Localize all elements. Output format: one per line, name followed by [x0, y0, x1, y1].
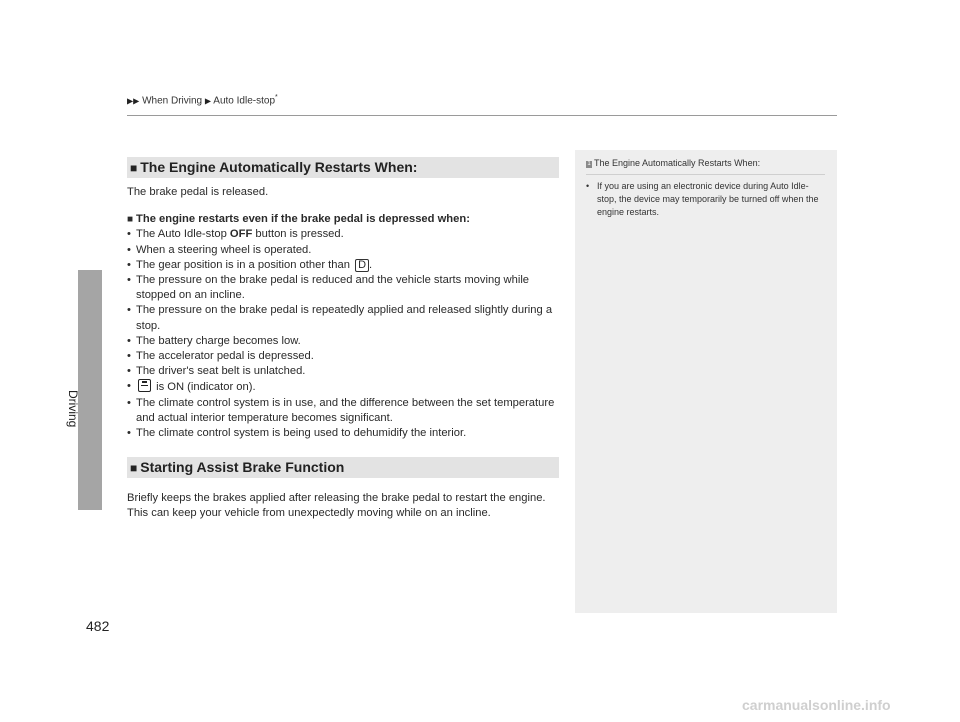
main-content	[127, 157, 559, 522]
restart-conditions-list	[127, 227, 559, 441]
page-number: 482	[86, 618, 110, 634]
breadcrumb	[127, 94, 278, 106]
list-item: • The accelerator pedal is depressed.	[127, 349, 559, 364]
list-item: • The gear position is in a position other than D .	[127, 258, 559, 273]
asterisk-mark: *	[275, 94, 278, 101]
breadcrumb-when-driving[interactable]: When Driving	[142, 95, 203, 107]
list-item: • The pressure on the brake pedal is reduced and the vehicle starts moving while stopped on an incline.	[127, 273, 559, 303]
list-item: • When a steering wheel is operated.	[127, 243, 559, 258]
reference-number-icon: 1	[587, 161, 591, 167]
list-item: • The battery charge becomes low.	[127, 334, 559, 349]
list-item: • is ON (indicator on).	[127, 379, 559, 395]
note-item: • If you are using an electronic device during Auto Idle-stop, the device may temporarily be turned off when the engine restarts.	[586, 180, 825, 219]
list-item: • The Auto Idle-stop OFF button is pressed.	[127, 227, 559, 242]
subheading-text: The engine restarts even if the brake pedal is depressed when:	[136, 213, 470, 226]
square-bullet-icon: ■	[130, 461, 138, 476]
list-item: • The pressure on the brake pedal is repeatedly applied and released slightly during a stop.	[127, 303, 559, 333]
section-heading-assist-brake	[127, 457, 559, 478]
chapter-tab-label: Driving	[66, 390, 80, 428]
note-title	[586, 157, 837, 170]
subheading	[127, 212, 559, 227]
gear-d-key: D	[355, 259, 369, 272]
note-rule	[586, 174, 825, 175]
section-heading-text: Starting Assist Brake Function	[140, 459, 345, 476]
front-defroster-icon	[138, 379, 151, 392]
square-bullet-icon: ■	[127, 214, 134, 226]
section-heading-restarts	[127, 157, 559, 178]
intro-text: The brake pedal is released.	[127, 186, 269, 198]
off-button-label: OFF	[229, 228, 253, 241]
breadcrumb-arrows-icon: ▶▶	[127, 96, 140, 106]
chapter-tab	[78, 270, 102, 510]
breadcrumb-arrow-icon: ▶	[204, 96, 212, 106]
note-sidebar	[575, 150, 837, 613]
square-bullet-icon: ■	[130, 161, 138, 175]
list-item: • The climate control system is in use, and the difference between the set temperature and actual interior temperature becomes significant.	[127, 396, 559, 426]
list-item: • The climate control system is being used to dehumidify the interior.	[127, 426, 559, 441]
section-heading-text: The Engine Automatically Restarts When:	[140, 159, 418, 175]
note-title-text: The Engine Automatically Restarts When:	[594, 158, 761, 168]
watermark: carmanualsonline.info	[742, 697, 891, 713]
assist-brake-text: Briefly keeps the brakes applied after releasing the brake pedal to restart the engine. This can keep your vehicle from unexpectedly moving while on an incline.	[127, 492, 546, 520]
header-rule	[127, 115, 837, 116]
list-item: • The driver's seat belt is unlatched.	[127, 364, 559, 379]
breadcrumb-auto-idle-stop[interactable]: Auto Idle-stop	[213, 95, 276, 107]
